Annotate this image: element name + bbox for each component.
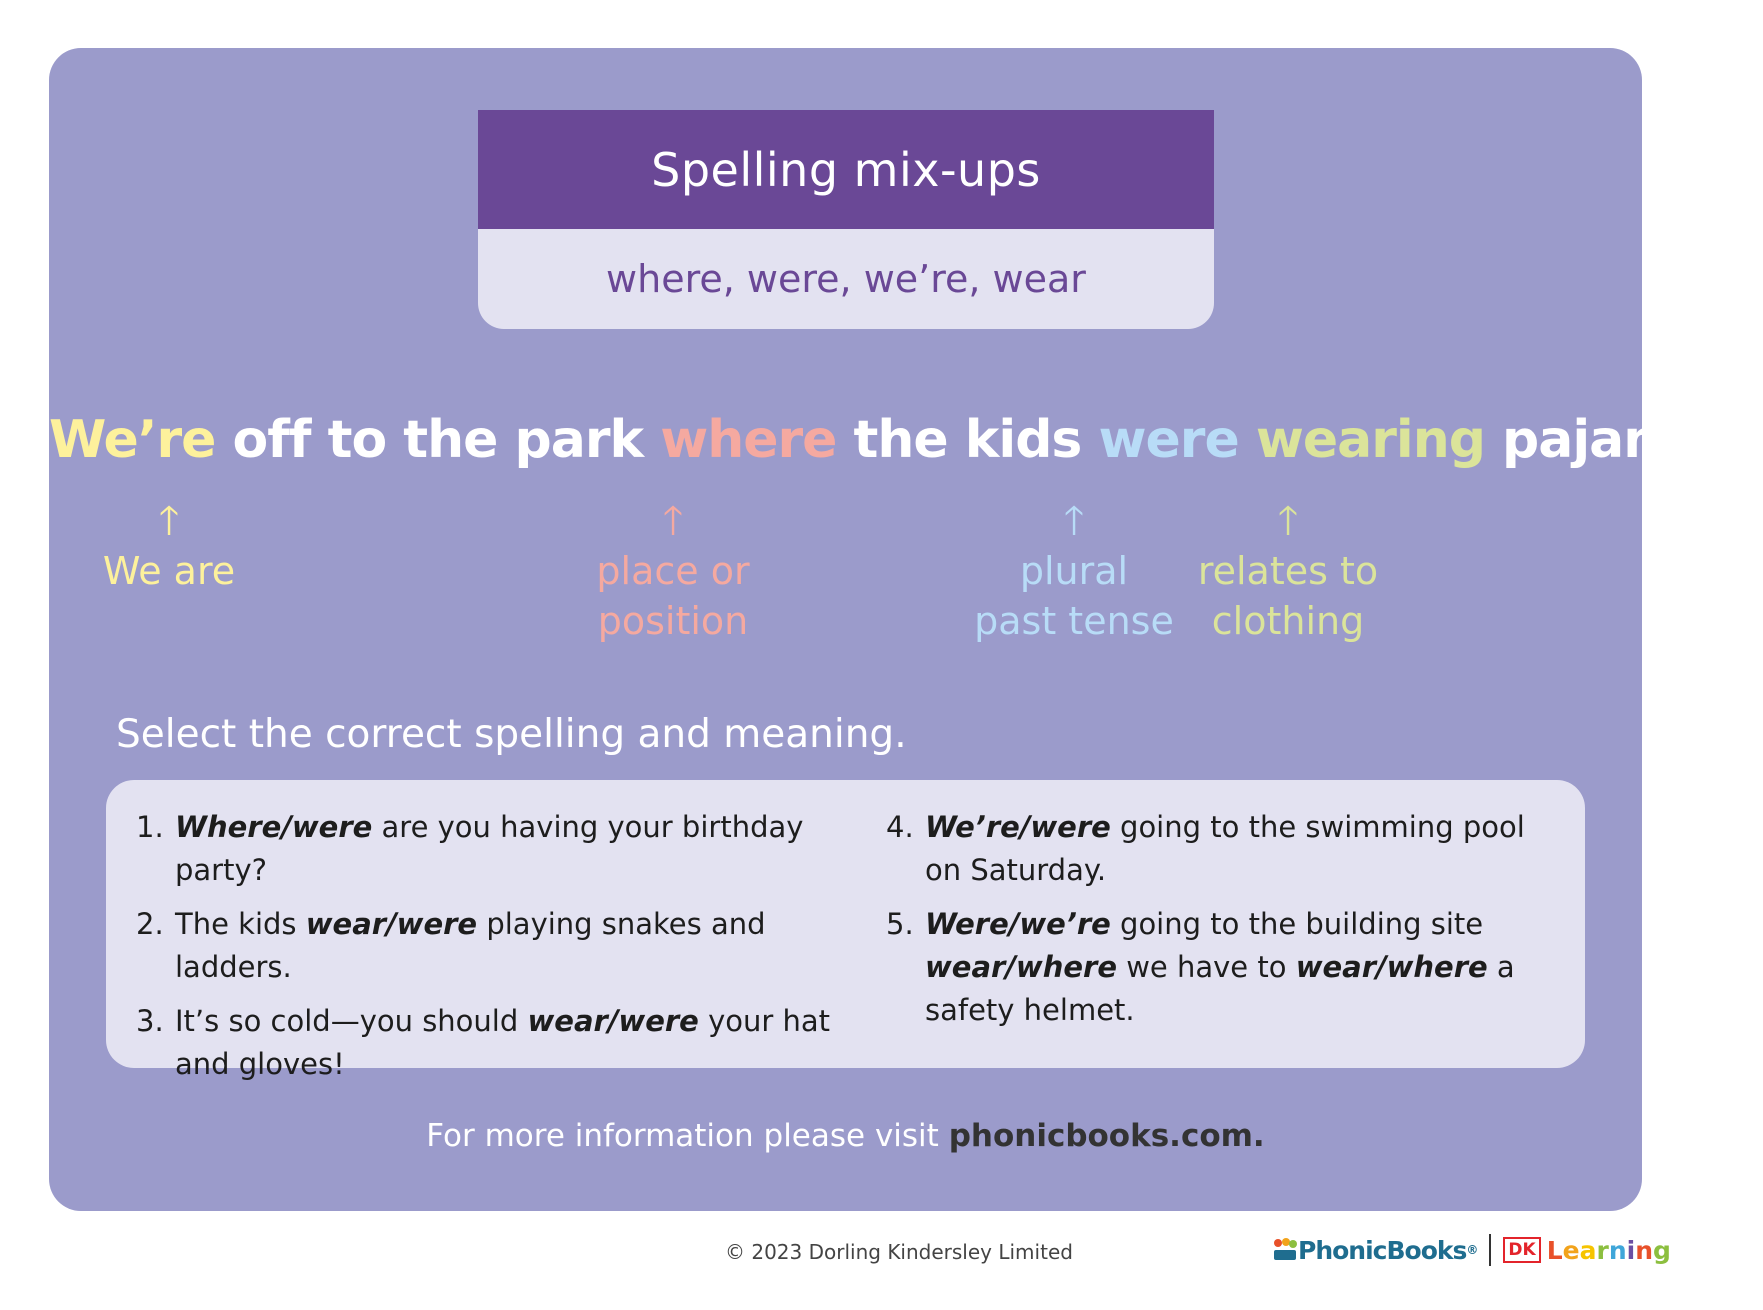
dk-logo: DK — [1503, 1237, 1540, 1263]
copyright: © 2023 Dorling Kindersley Limited — [725, 1240, 1073, 1264]
book-people-icon — [1272, 1238, 1298, 1262]
choice-text[interactable]: wear/were — [305, 907, 478, 941]
learning-letter: n — [1608, 1235, 1627, 1265]
exercise-text: are you having your birthday party? — [175, 810, 804, 887]
exercise-item — [136, 1000, 836, 1086]
choice-text[interactable]: wear/were — [527, 1004, 699, 1038]
exercise-text: your hat and gloves! — [175, 1004, 831, 1081]
title-box — [478, 110, 1214, 329]
exercise-column-right — [886, 806, 1536, 1043]
exercise-text: playing snakes and ladders. — [175, 907, 766, 984]
publisher-logos — [1272, 1234, 1671, 1266]
exercise-text: going to the building site — [1110, 907, 1484, 941]
page-title: Spelling mix-ups — [478, 110, 1214, 229]
learning-letter: g — [1653, 1235, 1671, 1265]
page-subtitle: where, were, we’re, wear — [606, 257, 1086, 301]
registered-mark: ® — [1466, 1243, 1478, 1257]
annotation-line: plural — [1019, 549, 1129, 593]
annotation-line: position — [597, 599, 749, 643]
annotation-place — [573, 496, 773, 646]
word-were: were — [1098, 410, 1239, 470]
arrow-up-icon: 🡑 — [662, 498, 684, 544]
learning-letter: e — [1562, 1235, 1580, 1265]
choice-text[interactable]: Where/were — [175, 810, 373, 844]
exercise-column-left — [136, 806, 836, 1097]
sentence-text: pajamas! — [1484, 410, 1763, 470]
phonicbooks-logo — [1272, 1236, 1477, 1265]
exercise-number: 3. — [136, 1004, 164, 1038]
learning-letter: L — [1546, 1235, 1563, 1265]
exercise-item — [136, 806, 836, 892]
exercise-item — [886, 903, 1536, 1032]
arrow-up-icon: 🡑 — [1063, 498, 1085, 544]
exercise-text: a safety helmet. — [925, 950, 1515, 1027]
annotation-we-are — [89, 496, 249, 596]
annotation-line: We are — [102, 549, 236, 593]
choice-text[interactable]: wear/where — [925, 950, 1117, 984]
annotation-line: past tense — [974, 599, 1174, 643]
example-sentence — [49, 410, 1763, 470]
sentence-text — [1239, 410, 1256, 470]
choice-text[interactable]: Were/we’re — [925, 907, 1111, 941]
exercise-number: 2. — [136, 907, 164, 941]
exercise-text: The kids — [175, 907, 306, 941]
arrow-up-icon: 🡑 — [158, 498, 180, 544]
annotation-line: clothing — [1211, 599, 1365, 643]
sentence-text: the kids — [836, 410, 1099, 470]
learning-letter: n — [1635, 1235, 1654, 1265]
word-where: where — [660, 410, 837, 470]
sentence-text: off to the park — [215, 410, 661, 470]
exercise-panel — [106, 780, 1585, 1081]
annotation-clothing — [1163, 496, 1413, 646]
choice-text[interactable]: wear/where — [1295, 950, 1488, 984]
learning-letter: a — [1579, 1235, 1597, 1265]
arrow-up-icon: 🡑 — [1277, 498, 1299, 544]
exercise-text: going to the swimming pool on Saturday. — [925, 810, 1525, 887]
annotation-past — [949, 496, 1199, 646]
learning-wordmark — [1547, 1236, 1671, 1265]
annotation-line: relates to — [1197, 549, 1379, 593]
exercise-text: we have to — [1117, 950, 1296, 984]
exercise-number: 4. — [886, 810, 914, 844]
phonicbooks-wordmark: PhonicBooks — [1298, 1235, 1467, 1265]
choice-text[interactable]: We’re/were — [925, 810, 1111, 844]
exercise-number: 5. — [886, 907, 914, 941]
exercise-item — [886, 806, 1536, 892]
footer-text: For more information please visit — [426, 1118, 949, 1154]
exercise-number: 1. — [136, 810, 164, 844]
logo-divider — [1489, 1234, 1491, 1266]
instruction: Select the correct spelling and meaning. — [116, 712, 907, 757]
learning-letter: i — [1626, 1235, 1636, 1265]
info-card — [49, 48, 1763, 1211]
exercise-text: It’s so cold—you should — [175, 1004, 528, 1038]
word-we-re: We’re — [49, 410, 216, 470]
footer-link[interactable]: phonicbooks.com. — [948, 1118, 1265, 1154]
annotation-line: place or — [596, 549, 750, 593]
learning-letter: r — [1596, 1235, 1609, 1265]
footer-note — [49, 1118, 1642, 1154]
word-wearing: wearing — [1255, 410, 1485, 470]
exercise-item — [136, 903, 836, 989]
